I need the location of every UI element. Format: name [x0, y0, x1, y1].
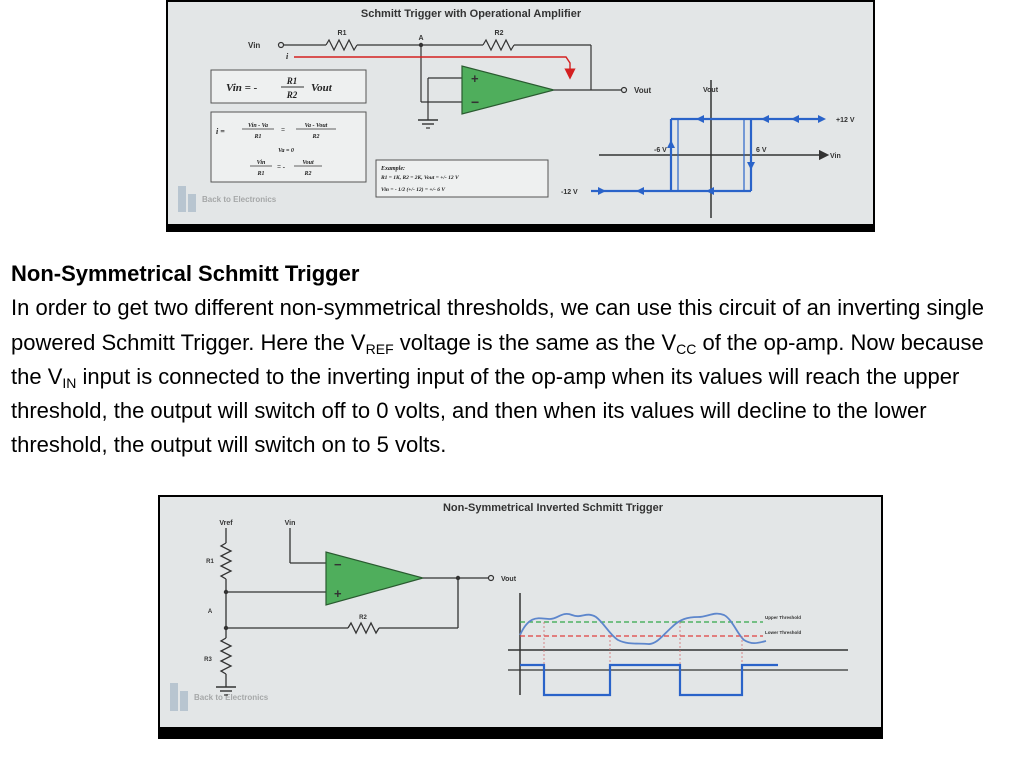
- current-eq-den2: R2: [312, 134, 320, 140]
- vout-label: Vout: [501, 576, 517, 583]
- lower-threshold-label: Lower Threshold: [765, 630, 802, 635]
- r1-label: R1: [337, 30, 347, 37]
- current-eq-lhs: i =: [216, 127, 225, 136]
- ratio-eq-den2: R2: [304, 171, 312, 177]
- formula-main-num: R1: [286, 76, 298, 86]
- current-eq-equals: =: [281, 126, 285, 134]
- opamp-minus-sign: −: [334, 557, 342, 572]
- current-eq-den1: R1: [254, 134, 262, 140]
- article-text: [11, 257, 1015, 463]
- figure-schmitt-trigger-opamp: [166, 0, 875, 232]
- vin-axis-label: Vin: [830, 153, 841, 160]
- figure2-title: Non-Symmetrical Inverted Schmitt Trigger: [442, 502, 664, 514]
- r1-label: R1: [206, 559, 214, 565]
- formula-main-den: R2: [286, 90, 298, 100]
- ratio-eq-num2: Vout: [302, 160, 314, 166]
- r2-label: R2: [494, 30, 504, 37]
- section-heading: Non-Symmetrical Schmitt Trigger: [11, 261, 360, 286]
- example-line-2: Vin = - 1/2 (+/- 12) = +/- 6 V: [381, 187, 446, 193]
- figure-title: Schmitt Trigger with Operational Amplifier: [360, 8, 582, 20]
- vin-label: Vin: [248, 41, 261, 50]
- vout-axis-label: Vout: [703, 87, 719, 94]
- plus-12v-label: +12 V: [836, 117, 855, 124]
- schmitt-trigger-diagram: [166, 0, 875, 232]
- paragraph-part-2: voltage is the same as the V: [393, 329, 677, 355]
- formula-main-rhs: Vout: [311, 82, 332, 94]
- r2-label: R2: [359, 615, 367, 621]
- non-symmetrical-diagram: [158, 495, 883, 739]
- vref-label: Vref: [219, 520, 233, 527]
- formula-box-derivation: [211, 112, 366, 182]
- opamp-plus-sign: +: [471, 71, 479, 86]
- example-line-1: R1 = 1K, R2 = 2K, Vout = +/- 12 V: [381, 175, 459, 181]
- subscript-in: IN: [62, 374, 77, 391]
- opamp-plus-sign: +: [334, 586, 342, 601]
- paragraph-part-3: of the op-amp. Now because the V: [11, 329, 984, 389]
- ratio-eq-den1: R1: [257, 171, 265, 177]
- minus-12v-label: -12 V: [561, 189, 578, 196]
- plus-6v-label: 6 V: [756, 147, 767, 154]
- upper-threshold-label: Upper Threshold: [765, 615, 802, 620]
- node-a-label: A: [207, 609, 213, 615]
- subscript-cc: CC: [676, 340, 697, 357]
- vin-label: Vin: [284, 520, 296, 527]
- figure-non-symmetrical-schmitt: [158, 495, 883, 739]
- current-eq-num2: Va - Vout: [304, 123, 328, 129]
- paragraph-part-4: input is connected to the inverting input of the op-amp when its values will reach the upper threshold, the output will switch off to 0 volts, and then when its values will decline to the lower threshold, the output will switch on to 5 volts.: [11, 363, 960, 458]
- ratio-eq-equals: = -: [277, 163, 286, 171]
- section-paragraph: [11, 291, 1015, 462]
- example-heading: Example:: [381, 166, 405, 172]
- node-a-label: A: [418, 35, 424, 42]
- watermark-text: Back to Electronics: [194, 693, 269, 702]
- watermark-text: Back to Electronics: [202, 195, 277, 204]
- subscript-ref: REF: [365, 340, 394, 357]
- vout-label: Vout: [634, 86, 652, 95]
- opamp-minus-sign: −: [471, 94, 480, 110]
- paragraph-part-1: In order to get two different non-symmetrical thresholds, we can use this circuit of an inverting single powered Schmitt Trigger. Here the V: [11, 295, 984, 355]
- r3-label: R3: [204, 657, 212, 663]
- ratio-eq-num1: Vin: [256, 160, 266, 166]
- formula-main-lhs: Vin = -: [226, 82, 258, 94]
- current-eq-num1: Vin - Va: [247, 123, 269, 129]
- va-equation: Va = 0: [278, 148, 294, 154]
- minus-6v-label: -6 V: [654, 147, 667, 154]
- current-label: i: [286, 52, 289, 61]
